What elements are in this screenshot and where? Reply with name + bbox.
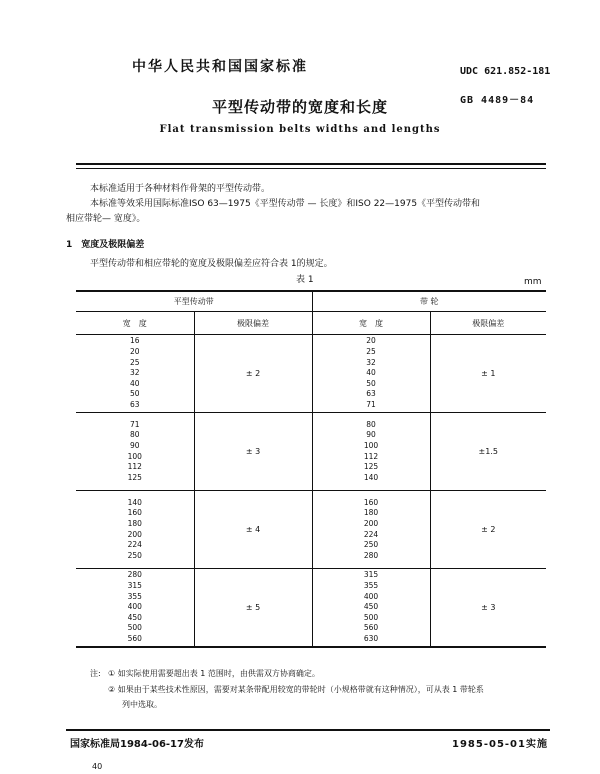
- belt-width-table: [76, 290, 546, 648]
- pulley-widths-cell: 160 180 200 224 250 280: [312, 491, 430, 569]
- footer-divider: [66, 729, 550, 731]
- col-header-belt-width: 宽 度: [76, 312, 194, 335]
- table-row: [76, 335, 546, 413]
- belt-widths-cell: 71 80 90 100 112 125: [76, 413, 194, 491]
- table-row: [76, 569, 546, 648]
- note-1: ① 如实际使用需要超出表 1 范围时，由供需双方协商确定。: [108, 669, 320, 678]
- document-title-chinese: 平型传动带的宽度和长度: [211, 98, 388, 116]
- note-2-line2: 列中选取。: [122, 700, 162, 709]
- scope-paragraph: 本标准适用于各种材料作骨架的平型传动带。: [90, 184, 271, 194]
- pulley-deviation-cell: ±1.5: [430, 413, 546, 491]
- note-2-line1: ② 如果由于某些技术性原因，需要对某条带配用较宽的带轮时（小规格带就有这种情况），可从表 1 带轮系: [108, 685, 484, 694]
- pulley-deviation-cell: ± 3: [430, 569, 546, 648]
- effective-date: 1985-05-01实施: [452, 739, 548, 750]
- table-row: [76, 491, 546, 569]
- page-number: 40: [92, 762, 103, 771]
- section-1-heading: 1 宽度及极限偏差: [66, 240, 145, 250]
- header-divider: [76, 163, 546, 169]
- table-column-header-row: [76, 312, 546, 335]
- gb-number: GB 4489－84: [460, 95, 535, 106]
- group-header-belt: 平型传动带: [76, 291, 312, 312]
- belt-deviation-cell: ± 5: [194, 569, 312, 648]
- col-header-pulley-width: 宽 度: [312, 312, 430, 335]
- table-row: [76, 413, 546, 491]
- table-group-header-row: [76, 291, 546, 312]
- belt-widths-cell: 280 315 355 400 450 500 560: [76, 569, 194, 648]
- pulley-deviation-cell: ± 1: [430, 335, 546, 413]
- pulley-widths-cell: 80 90 100 112 125 140: [312, 413, 430, 491]
- pulley-widths-cell: 315 355 400 450 500 560 630: [312, 569, 430, 648]
- belt-deviation-cell: ± 4: [194, 491, 312, 569]
- notes-label: 注:: [90, 669, 101, 678]
- document-title-english: Flat transmission belts widths and lengths: [159, 124, 441, 135]
- belt-deviation-cell: ± 3: [194, 413, 312, 491]
- reference-paragraph-line1: 本标准等效采用国际标准ISO 63—1975《平型传动带 — 长度》和ISO 22—1975《平型传动带和: [90, 199, 481, 209]
- belt-widths-cell: 140 160 180 200 224 250: [76, 491, 194, 569]
- col-header-belt-deviation: 极限偏差: [194, 312, 312, 335]
- reference-paragraph-line2: 相应带轮— 宽度》。: [66, 214, 146, 224]
- section-1-text: 平型传动带和相应带轮的宽度及极限偏差应符合表 1的规定。: [90, 259, 333, 269]
- belt-deviation-cell: ± 2: [194, 335, 312, 413]
- standard-type-title: 中华人民共和国国家标准: [132, 59, 308, 75]
- group-header-pulley: 带 轮: [312, 291, 546, 312]
- udc-code: UDC 621.852-181: [460, 66, 551, 77]
- pulley-widths-cell: 20 25 32 40 50 63 71: [312, 335, 430, 413]
- issue-date: 国家标准局1984-06-17发布: [70, 739, 204, 750]
- belt-widths-cell: 16 20 25 32 40 50 63: [76, 335, 194, 413]
- table-caption: 表 1: [296, 275, 314, 285]
- table-unit: mm: [524, 277, 542, 287]
- col-header-pulley-deviation: 极限偏差: [430, 312, 546, 335]
- pulley-deviation-cell: ± 2: [430, 491, 546, 569]
